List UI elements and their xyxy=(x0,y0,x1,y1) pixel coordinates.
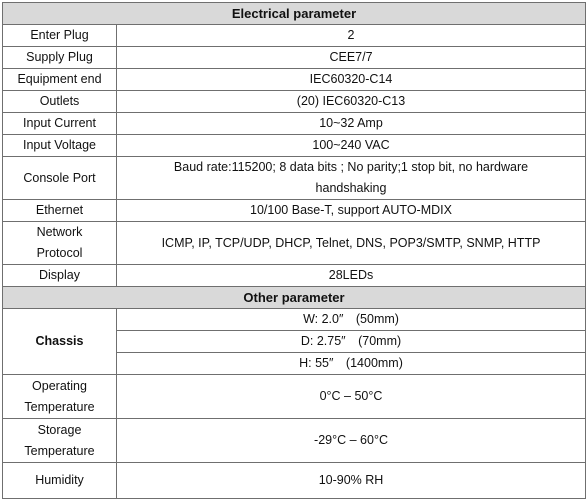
table-row xyxy=(3,265,586,287)
row-value: (20) IEC60320-C13 xyxy=(117,91,586,113)
row-label: Display xyxy=(3,265,117,287)
table-row xyxy=(3,25,586,47)
table-row xyxy=(3,222,586,265)
table-row xyxy=(3,200,586,222)
section-header-row xyxy=(3,287,586,309)
section-header-row xyxy=(3,3,586,25)
row-label: Equipment end xyxy=(3,69,117,91)
row-label: Ethernet xyxy=(3,200,117,222)
row-value: ICMP, IP, TCP/UDP, DHCP, Telnet, DNS, POP3/SMTP, SNMP, HTTP xyxy=(117,222,586,265)
row-label xyxy=(3,375,117,419)
table-row xyxy=(3,113,586,135)
value-line: Baud rate:115200; 8 data bits ; No parity;1 stop bit, no hardware xyxy=(173,160,529,174)
table-row xyxy=(3,375,586,419)
label-line: Temperature xyxy=(24,399,95,414)
table-row xyxy=(3,157,586,200)
table-row xyxy=(3,69,586,91)
row-label: Humidity xyxy=(3,463,117,499)
row-value-depth: D: 2.75″ (70mm) xyxy=(117,331,586,353)
row-value: 2 xyxy=(117,25,586,47)
row-value: 10-90% RH xyxy=(117,463,586,499)
row-label: Outlets xyxy=(3,91,117,113)
row-label xyxy=(3,222,117,265)
label-line: Storage xyxy=(37,422,82,437)
row-value: 28LEDs xyxy=(117,265,586,287)
section-title-electrical: Electrical parameter xyxy=(3,3,586,25)
row-value: CEE7/7 xyxy=(117,47,586,69)
table-row xyxy=(3,135,586,157)
section-title-other: Other parameter xyxy=(3,287,586,309)
label-line: Temperature xyxy=(24,443,95,458)
row-value: 0°C – 50°C xyxy=(117,375,586,419)
table-row xyxy=(3,91,586,113)
row-value: 10/100 Base-T, support AUTO-MDIX xyxy=(117,200,586,222)
row-value xyxy=(117,157,586,200)
label-line: Network xyxy=(36,225,83,239)
row-value: -29°C – 60°C xyxy=(117,419,586,463)
label-line: Operating xyxy=(32,378,87,393)
row-value-height: H: 55″ (1400mm) xyxy=(117,353,586,375)
row-value: 10~32 Amp xyxy=(117,113,586,135)
value-line: handshaking xyxy=(315,181,387,195)
table-row xyxy=(3,309,586,331)
spec-table xyxy=(2,2,586,499)
row-label: Enter Plug xyxy=(3,25,117,47)
row-label xyxy=(3,419,117,463)
row-value: 100~240 VAC xyxy=(117,135,586,157)
table-row xyxy=(3,463,586,499)
row-value-width: W: 2.0″ (50mm) xyxy=(117,309,586,331)
table-row xyxy=(3,47,586,69)
row-label: Supply Plug xyxy=(3,47,117,69)
label-line: Protocol xyxy=(36,246,83,260)
table-row xyxy=(3,419,586,463)
row-label: Input Voltage xyxy=(3,135,117,157)
row-label: Console Port xyxy=(3,157,117,200)
row-label-chassis: Chassis xyxy=(3,309,117,375)
row-label: Input Current xyxy=(3,113,117,135)
row-value: IEC60320-C14 xyxy=(117,69,586,91)
